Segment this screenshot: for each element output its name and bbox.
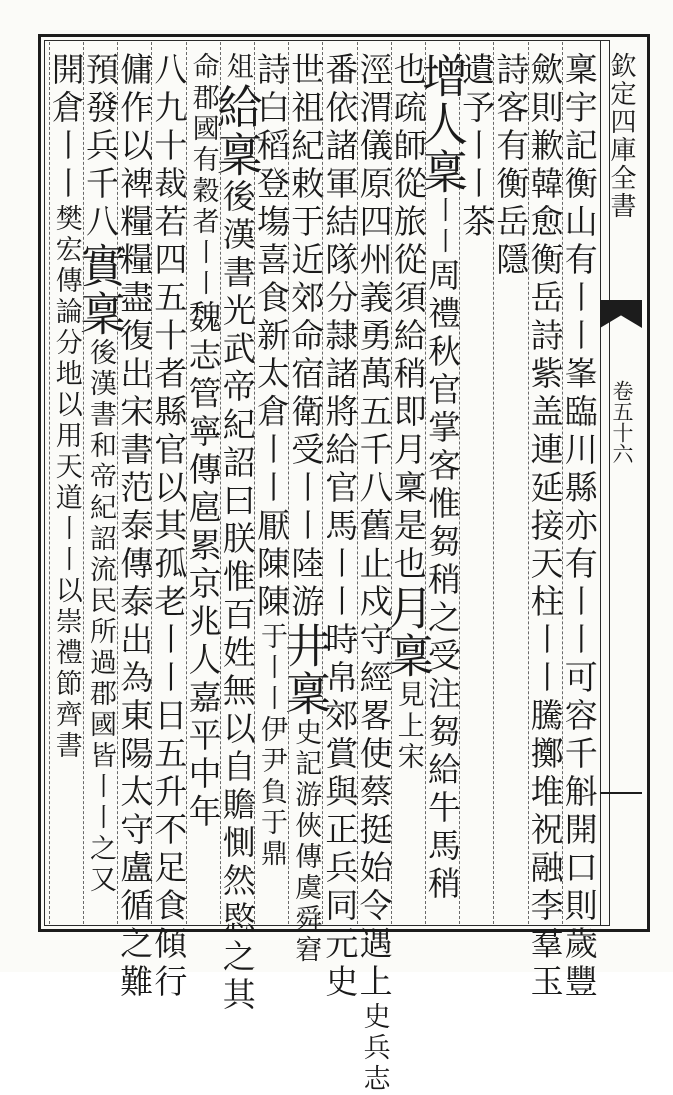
- body-text: 詩白稻登塲喜食新太倉〡〡厭陳陳: [252, 52, 291, 622]
- annotation-text: 史兵志: [358, 1002, 390, 1095]
- entry-heading: 月稟: [380, 584, 435, 680]
- entry-heading: 井稟: [278, 622, 333, 718]
- entry-heading: 給稟: [209, 83, 264, 179]
- annotation-text: 見上宋: [392, 680, 424, 773]
- annotation-text: 俎: [221, 52, 253, 83]
- body-text: 開倉〡〡: [46, 52, 86, 204]
- body-text: 八九十裁若四五十者縣官以其孤老〡〡日五升不足食傾行: [149, 52, 189, 1002]
- body-text: 也疏師從旅從須給稍即月稟是也: [388, 52, 428, 584]
- margin-divider: [600, 792, 642, 794]
- entry-heading: 實稟: [73, 242, 127, 338]
- volume-label: 卷五十六: [610, 380, 634, 464]
- body-text: 涇渭儀原四州義勇萬五千八舊止戍守經畧使蔡挺始令遇上: [354, 52, 394, 1002]
- annotation-text: 命郡國有穀者〡〡: [187, 52, 219, 300]
- body-text: 傭作以裨糧糧盡復出宋書范泰傳泰出為東陽太守盧循之難: [115, 52, 155, 1002]
- body-text: 後漢書光武帝紀詔曰朕惟百姓無以自贍惻然愍之其: [217, 179, 257, 1015]
- book-title: 欽定四庫全書: [606, 52, 636, 220]
- entry-heading: 增人稟: [415, 52, 469, 196]
- body-text: 詩客有衡岳隱: [491, 52, 531, 280]
- body-text: 歛則歉韓愈衡岳詩紫盖連延接天柱〡〡騰擲堆祝融李羣玉: [525, 52, 565, 1002]
- body-text: 預發兵千八: [81, 52, 120, 242]
- body-text: 周禮秋官掌客惟芻稍之受注芻給牛馬稍: [423, 258, 462, 904]
- column-rule: [49, 42, 50, 924]
- annotation-text: 于〡〡伊尹負于鼎: [256, 622, 287, 870]
- annotation-text: 後漢書和帝紀詔流民所過郡國皆〡〡之又: [85, 338, 116, 896]
- body-text: 番依諸軍結隊分隷諸將給官馬〡〡時帛郊賞與正兵同元史: [320, 52, 360, 1002]
- body-text: 世祖紀敕于近郊命宿衛受〡〡陸游: [286, 52, 326, 622]
- body-text: 魏志管寧傳扈累京兆人嘉平中年: [183, 300, 223, 832]
- annotation-text: 〡〡: [427, 196, 458, 258]
- annotation-text: 史記游俠傳虞舜窘: [290, 718, 322, 966]
- body-text: 稟宇記衡山有〡〡峯臨川縣亦有〡〡可容千斛開口則歲豐: [559, 52, 599, 1002]
- body-text: 遺予〡〡茶: [457, 52, 497, 242]
- annotation-text: 樊宏傳論分地以用天道〡〡以崇禮節齊書: [50, 204, 82, 762]
